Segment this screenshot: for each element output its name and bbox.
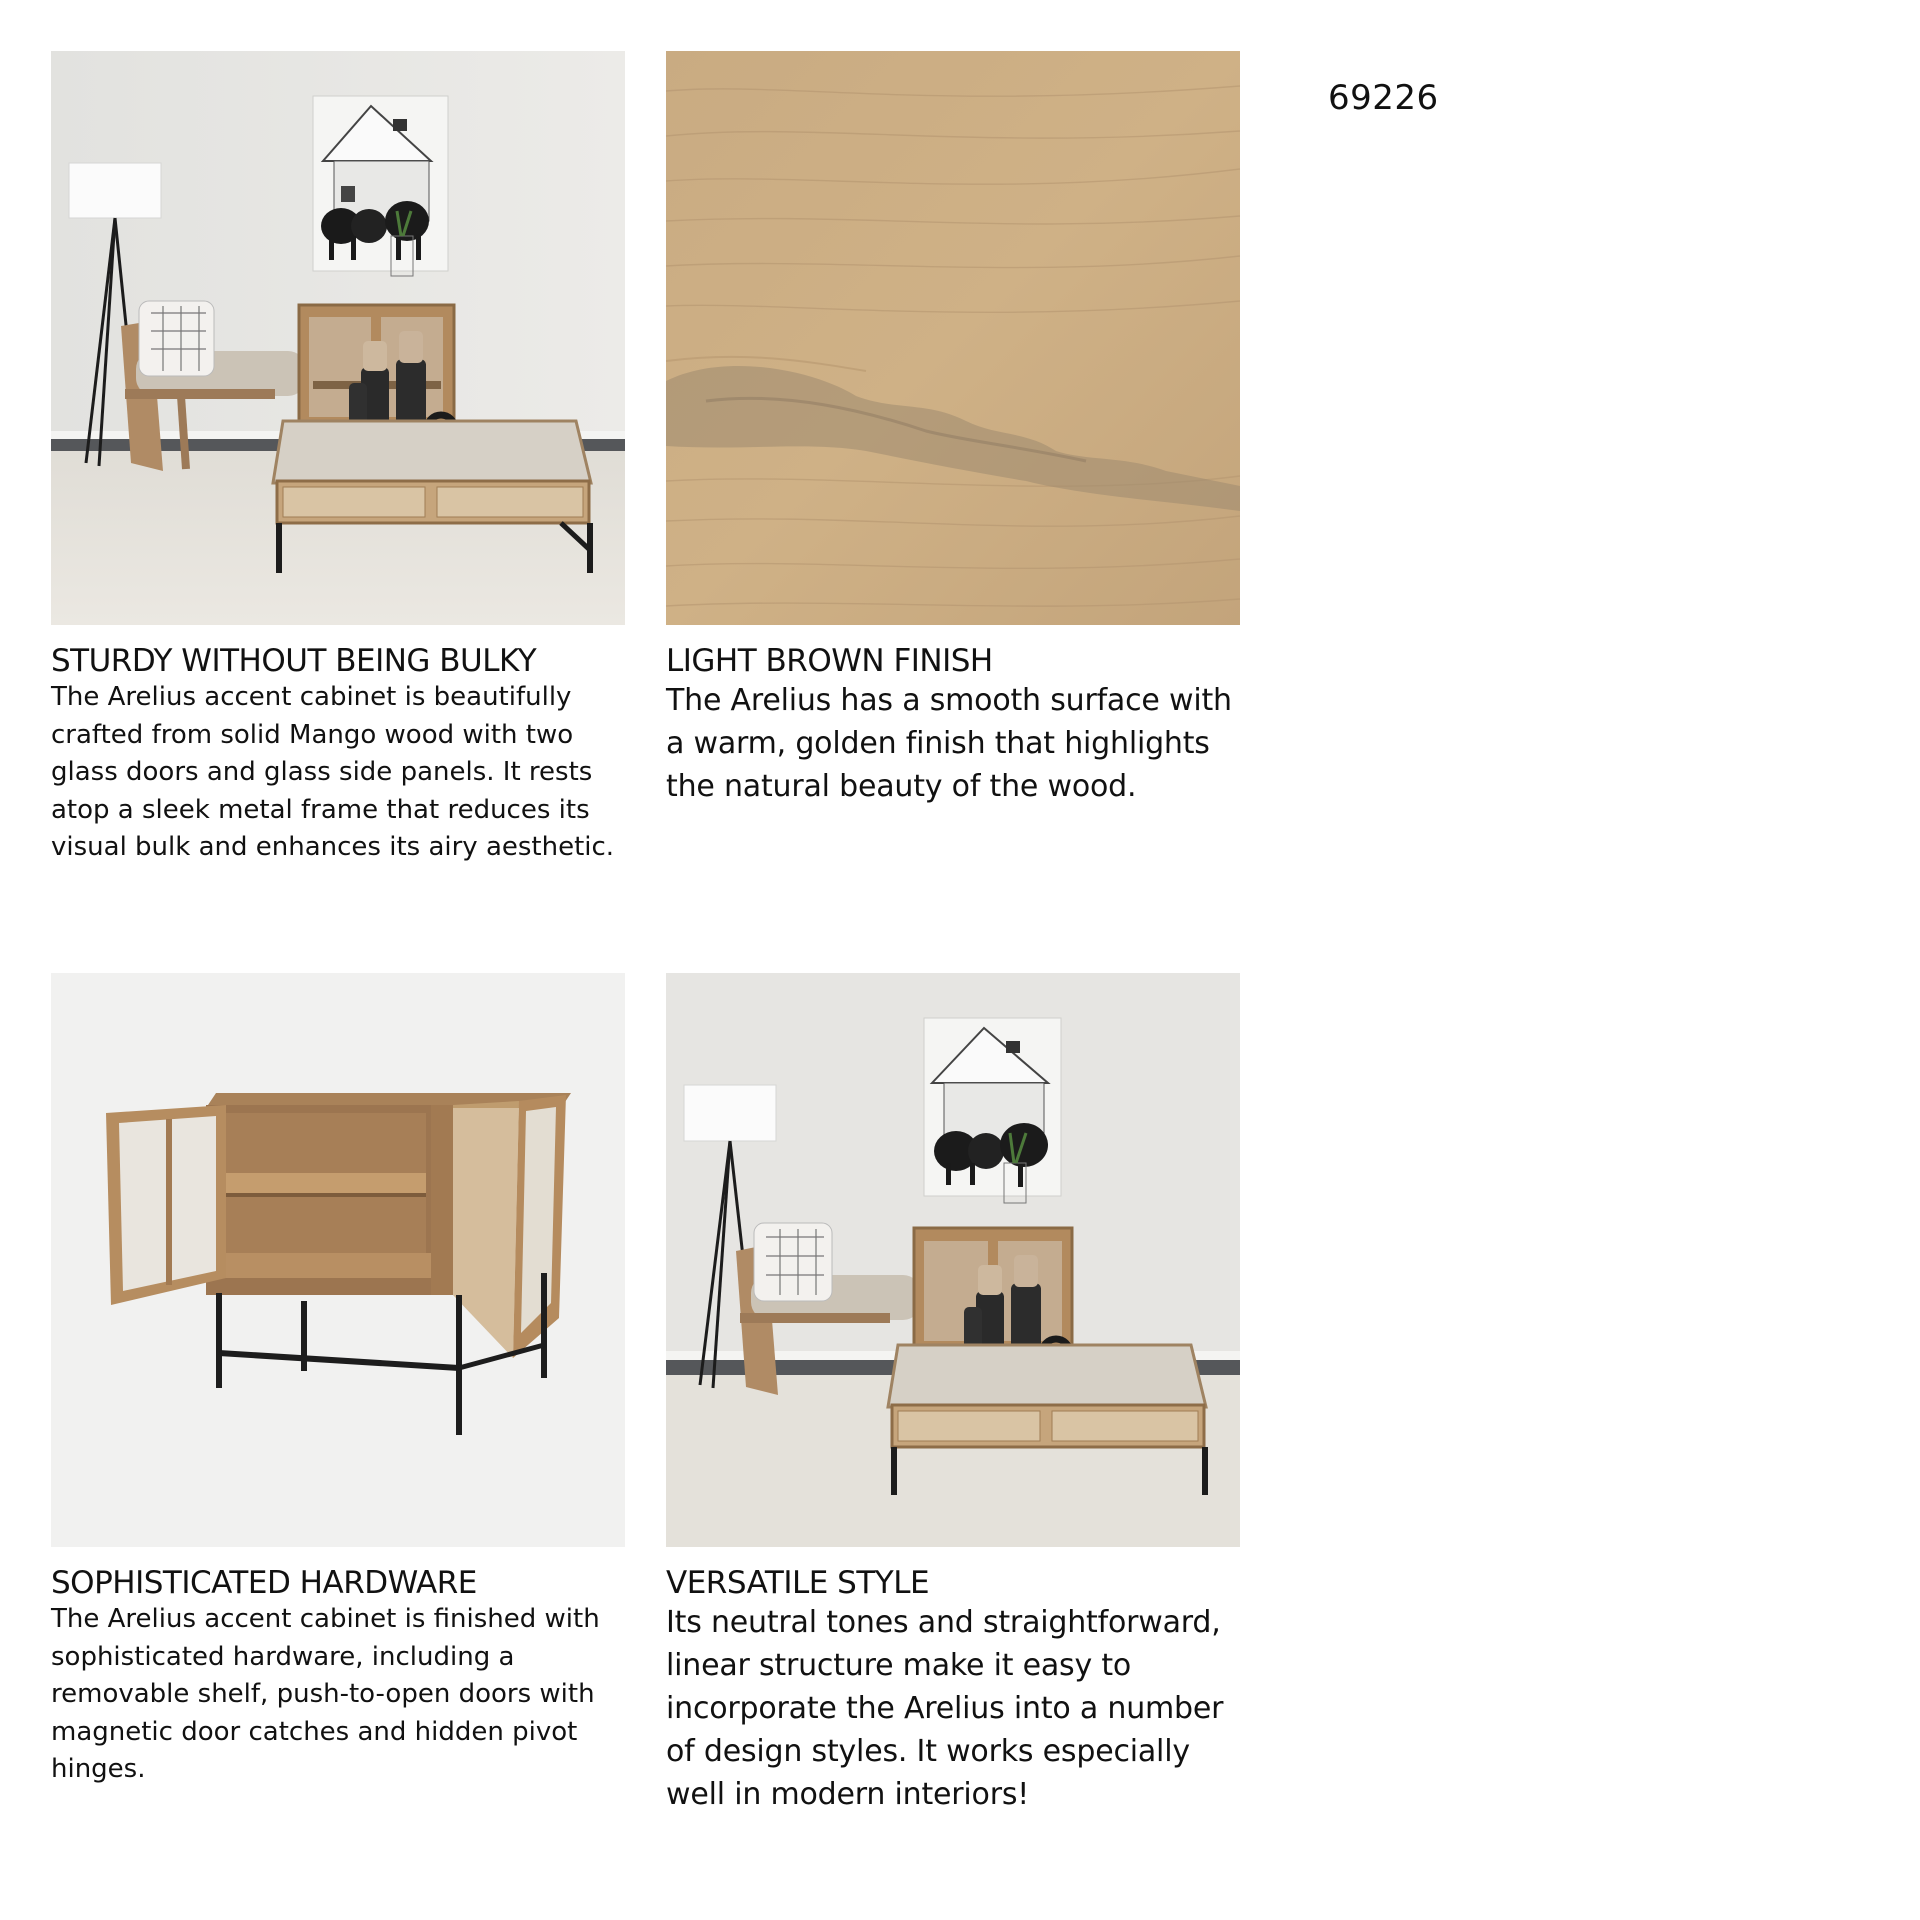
card-description: The Arelius has a smooth surface with a warm, golden finish that highlights the natural beauty of the wood.: [666, 683, 1232, 804]
room-scene-photo: [51, 51, 625, 625]
open-cabinet-photo: [51, 973, 625, 1547]
feature-card-sturdy: [51, 51, 626, 867]
card-description: The Arelius accent cabinet is beautifully crafted from solid Mango wood with two glass doors and glass side panels. It rests atop a sleek metal frame that reduces its visual bulk and enhances its airy aesthetic.: [51, 682, 615, 862]
card-heading: LIGHT BROWN FINISH: [666, 643, 993, 679]
card-description: Its neutral tones and straightforward, linear structure make it easy to incorporate the Arelius into a number of design styles. It works especially well in modern interiors!: [666, 1605, 1224, 1812]
wood-grain-swatch-photo: [666, 51, 1240, 625]
card-heading: SOPHISTICATED HARDWARE: [51, 1565, 477, 1601]
product-sku: 69226: [1328, 78, 1439, 118]
feature-card-versatile: [666, 973, 1241, 1816]
card-description: The Arelius accent cabinet is finished with sophisticated hardware, including a removable shelf, push-to-open doors with magnetic door catches and hidden pivot hinges.: [51, 1604, 600, 1784]
card-heading: VERSATILE STYLE: [666, 1565, 930, 1601]
card-heading: STURDY WITHOUT BEING BULKY: [51, 643, 537, 679]
feature-card-finish: [666, 51, 1241, 808]
room-scene-closeup-photo: [666, 973, 1240, 1547]
feature-card-hardware: [51, 973, 626, 1789]
